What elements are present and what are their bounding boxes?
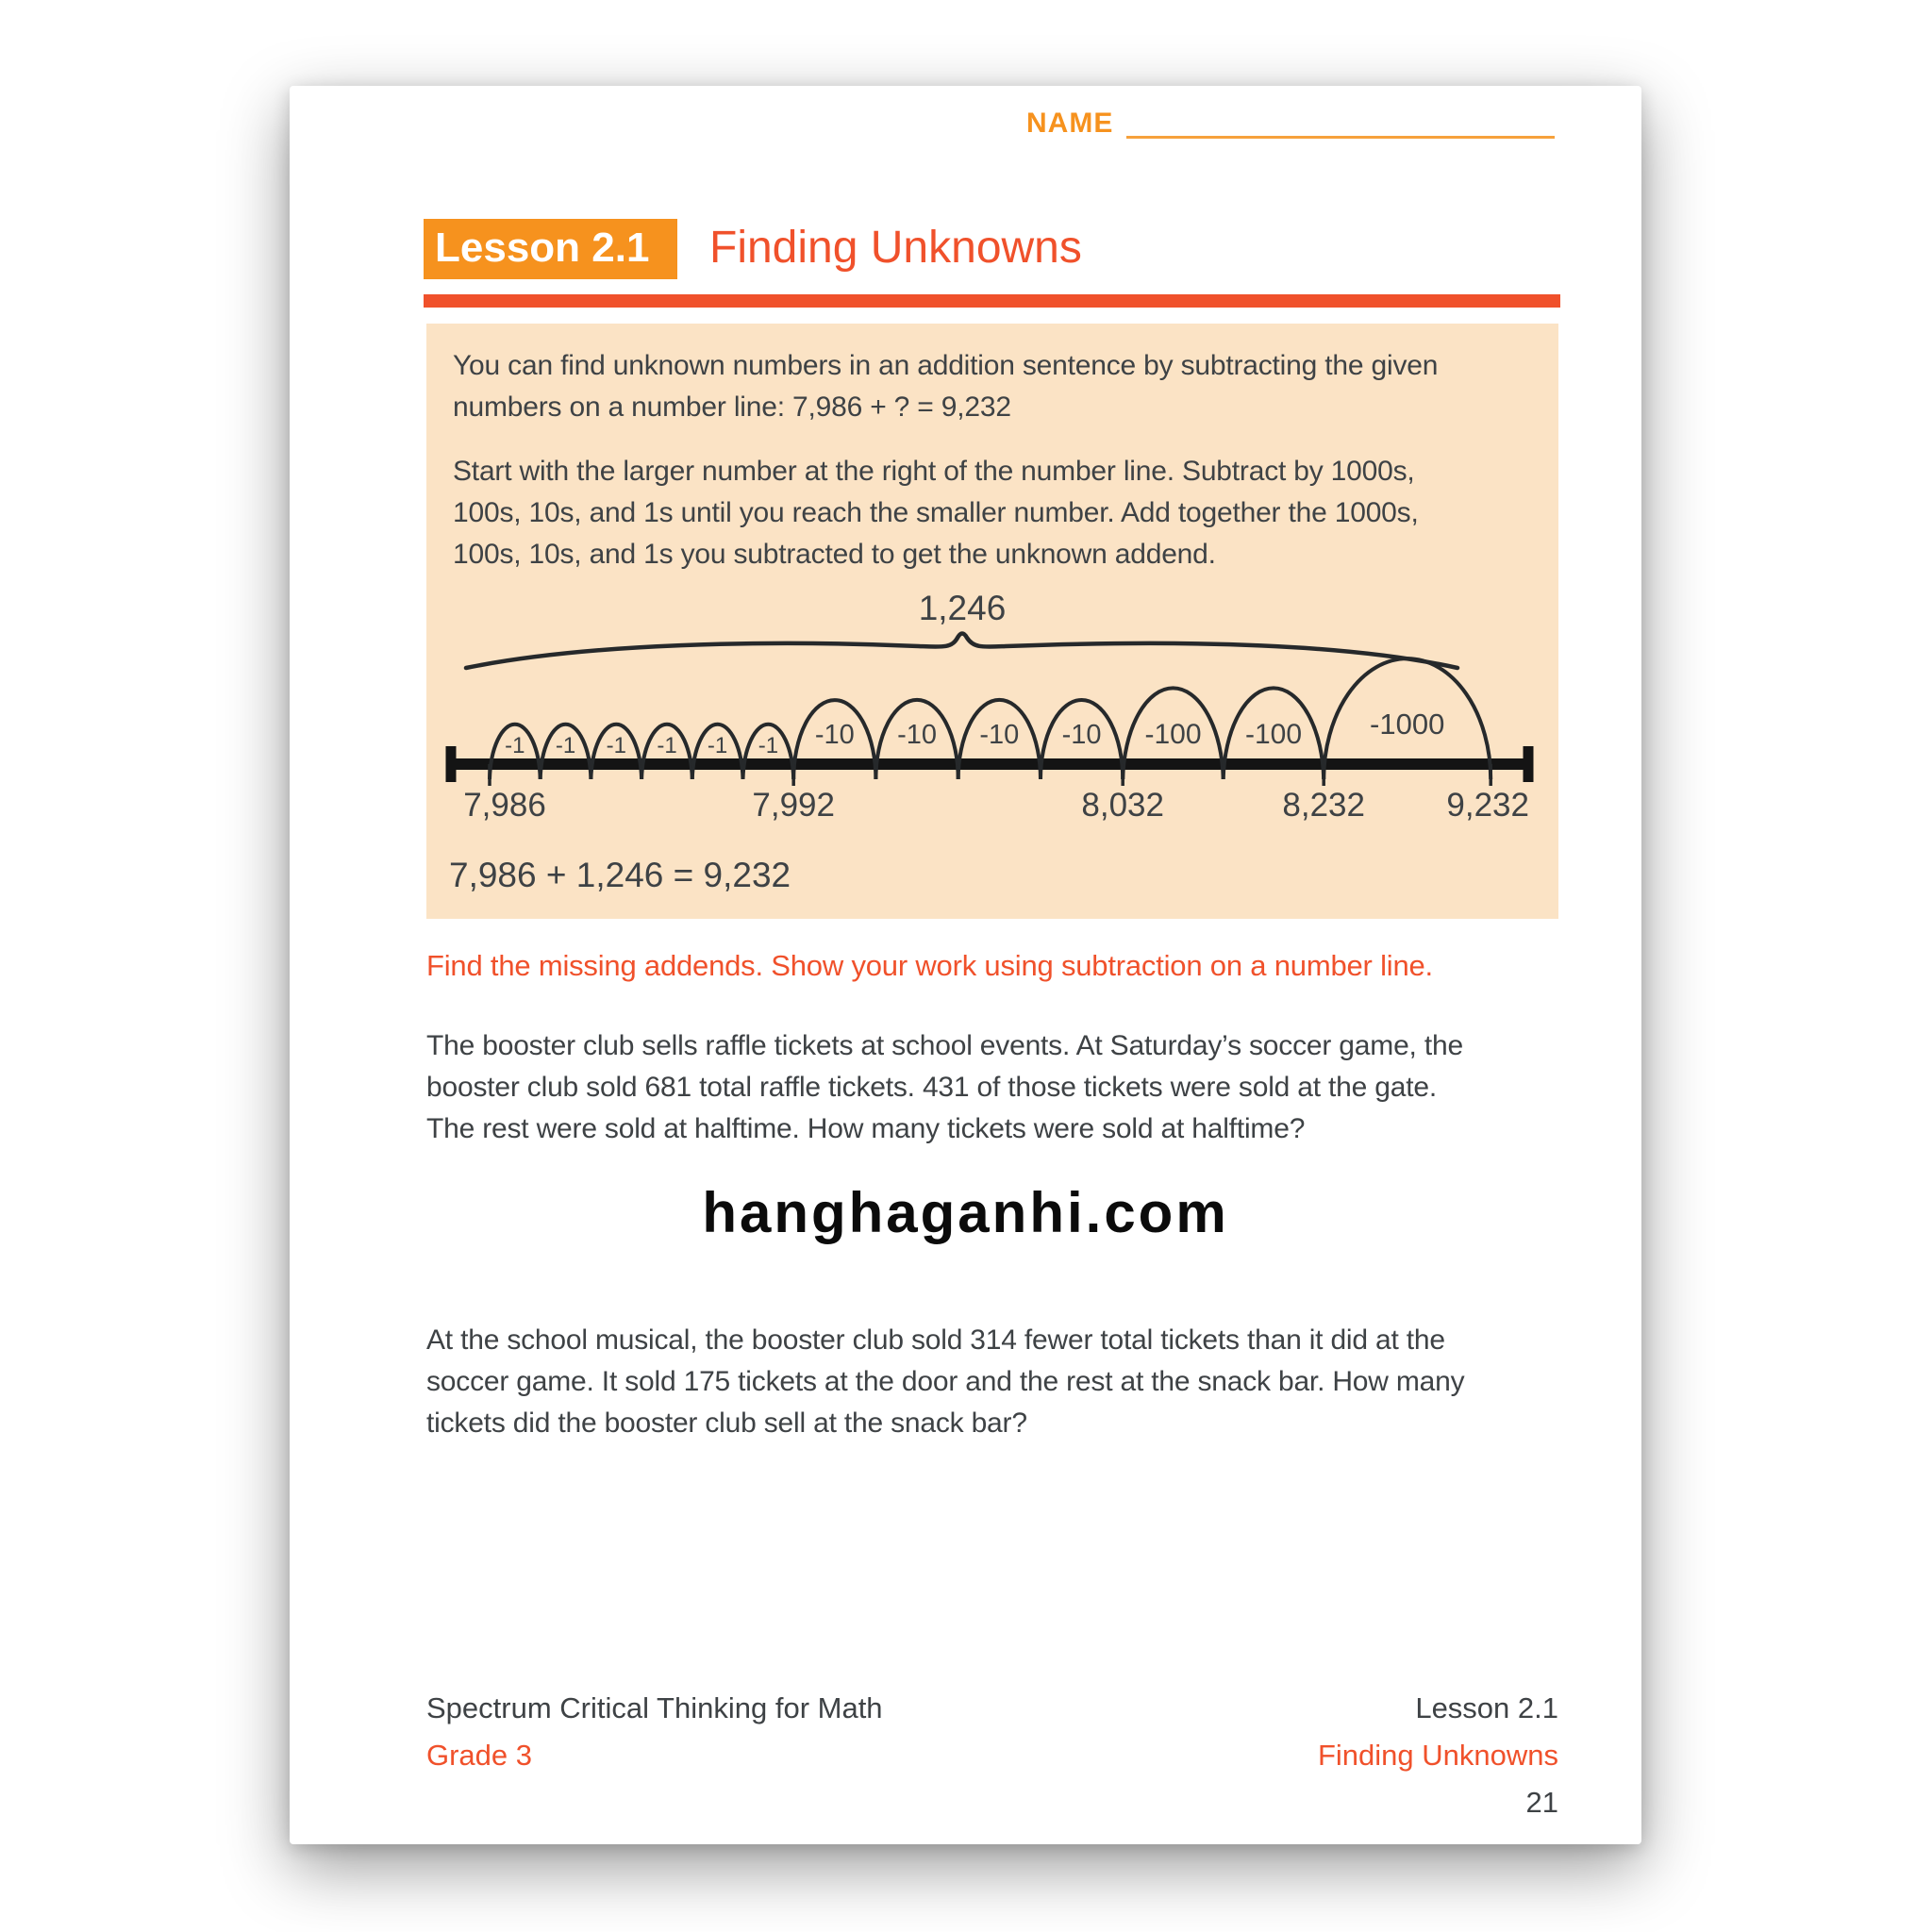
hop-arc-label: -1000 bbox=[1370, 708, 1445, 741]
problem-1 bbox=[426, 1025, 1463, 1150]
footer-left bbox=[426, 1685, 883, 1779]
watermark-text: hanghaganhi.com bbox=[702, 1181, 1229, 1244]
problem-1-line2: booster club sold 681 total raffle tickets. 431 of those tickets were sold at the gate. bbox=[426, 1072, 1438, 1103]
name-blank-line bbox=[1126, 109, 1555, 139]
number-line-diagram bbox=[426, 580, 1558, 828]
problem-1-line1: The booster club sells raffle tickets at school events. At Saturday’s soccer game, the bbox=[426, 1030, 1463, 1061]
problem-2-line3: tickets did the booster club sell at the snack bar? bbox=[426, 1407, 1027, 1439]
footer-lesson: Lesson 2.1 bbox=[1415, 1691, 1558, 1724]
footer-grade: Grade 3 bbox=[426, 1739, 533, 1772]
problem-2-line1: At the school musical, the booster club sold 314 fewer total tickets than it did at the bbox=[426, 1324, 1445, 1356]
name-label: NAME bbox=[1026, 108, 1114, 139]
hop-arc-label: -10 bbox=[1061, 720, 1102, 750]
worksheet-page bbox=[290, 86, 1641, 1844]
problem-2 bbox=[426, 1320, 1464, 1444]
hop-arc-label: -1 bbox=[505, 733, 525, 758]
hop-arc-label: -1 bbox=[606, 733, 626, 758]
name-field-row bbox=[1026, 108, 1555, 139]
brace-total-label: 1,246 bbox=[918, 589, 1007, 627]
hop-arc-label: -1 bbox=[555, 733, 576, 758]
info-paragraph-1 bbox=[453, 345, 1438, 428]
header-rule bbox=[424, 294, 1560, 308]
lesson-badge: Lesson 2.1 bbox=[424, 219, 677, 279]
footer-lesson-name: Finding Unknowns bbox=[1317, 1739, 1558, 1772]
number-line-equation: 7,986 + 1,246 = 9,232 bbox=[449, 856, 791, 894]
lesson-title: Finding Unknowns bbox=[709, 223, 1082, 273]
footer-series: Spectrum Critical Thinking for Math bbox=[426, 1691, 883, 1724]
hop-arc-label: -1 bbox=[657, 733, 677, 758]
problem-2-line2: soccer game. It sold 175 tickets at the door and the rest at the snack bar. How many bbox=[426, 1366, 1465, 1397]
brace-curve bbox=[466, 634, 1457, 669]
hop-arc-label: -1 bbox=[707, 733, 728, 758]
axis-tick-label: 9,232 bbox=[1446, 787, 1529, 824]
hop-arc-label: -10 bbox=[979, 720, 1020, 750]
info-para2-line1: Start with the larger number at the right of the number line. Subtract by 1000s, bbox=[453, 456, 1415, 487]
info-para1-line2: numbers on a number line: 7,986 + ? = 9,232 bbox=[453, 391, 1011, 423]
info-paragraph-2 bbox=[453, 451, 1419, 575]
axis-tick-label: 8,032 bbox=[1081, 787, 1164, 824]
hop-arc-label: -100 bbox=[1244, 719, 1303, 750]
hop-arc-label: -10 bbox=[897, 720, 938, 750]
hop-arc-label: -1 bbox=[758, 733, 779, 758]
footer-right bbox=[1318, 1685, 1558, 1826]
axis-tick-label: 7,986 bbox=[463, 787, 546, 824]
problem-1-line3: The rest were sold at halftime. How many tickets were sold at halftime? bbox=[426, 1113, 1306, 1144]
page-number: 21 bbox=[1525, 1786, 1558, 1819]
hop-arc-label: -10 bbox=[814, 720, 855, 750]
directions-text: Find the missing addends. Show your work using subtraction on a number line. bbox=[426, 949, 1433, 982]
axis-tick-label: 7,992 bbox=[752, 787, 835, 824]
info-para1-line1: You can find unknown numbers in an addition sentence by subtracting the given bbox=[453, 350, 1439, 381]
hop-arc-label: -100 bbox=[1144, 719, 1202, 750]
info-para2-line2: 100s, 10s, and 1s until you reach the smaller number. Add together the 1000s, bbox=[453, 497, 1419, 528]
axis-tick-label: 8,232 bbox=[1282, 787, 1365, 824]
info-box bbox=[426, 324, 1558, 919]
info-para2-line3: 100s, 10s, and 1s you subtracted to get the unknown addend. bbox=[453, 539, 1216, 570]
